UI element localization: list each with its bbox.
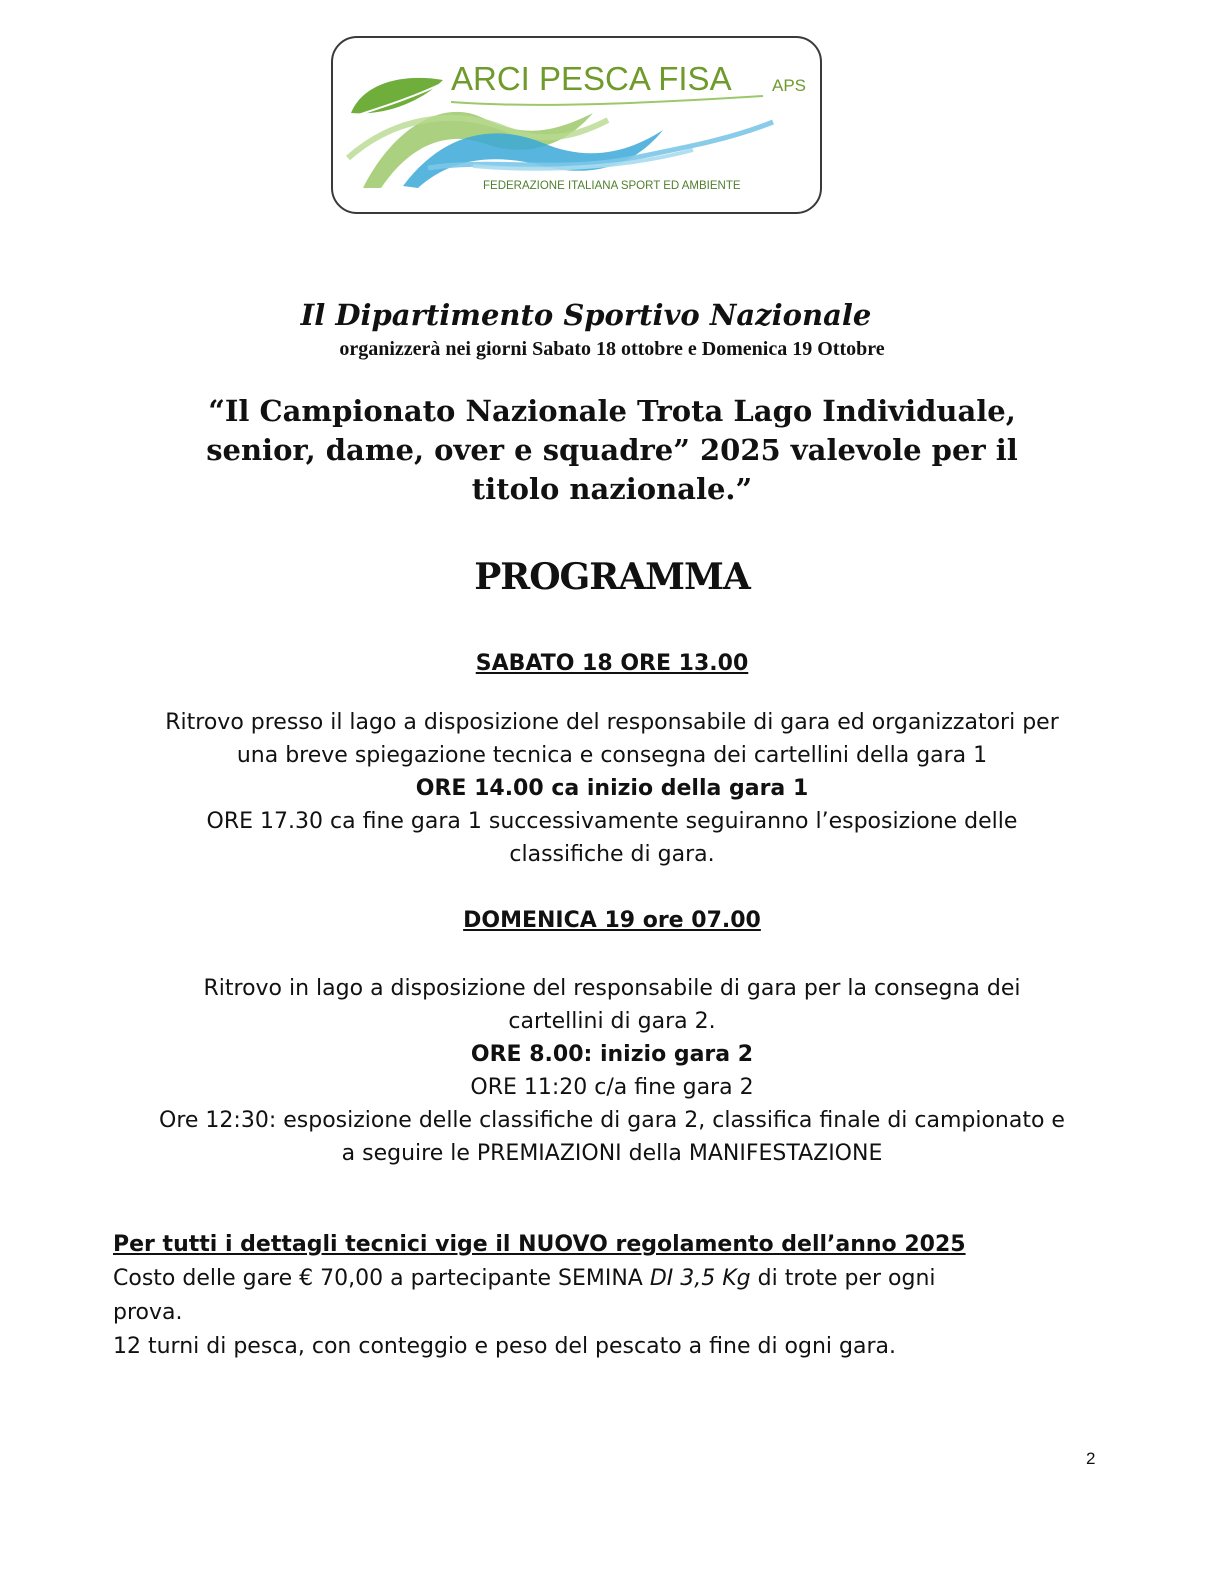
arci-pesca-logo [331, 36, 822, 214]
department-title: Il Dipartimento Sportivo Nazionale [300, 298, 872, 332]
schedule-line: ORE 11:20 c/a fine gara 2 [470, 1075, 754, 1100]
logo-title: ARCI PESCA FISA [451, 60, 732, 97]
logo-subtitle: FEDERAZIONE ITALIANA SPORT ED AMBIENTE [483, 180, 741, 192]
schedule-line-highlight: ORE 8.00: inizio gara 2 [470, 1042, 754, 1067]
championship-title-line: titolo nazionale.” [471, 472, 753, 506]
championship-title-line: “Il Campionato Nazionale Trota Lago Individuale, [208, 394, 1016, 428]
schedule-line: una breve spiegazione tecnica e consegna dei cartellini della gara 1 [236, 743, 988, 768]
schedule-line: Ore 12:30: esposizione delle classifiche di gara 2, classifica finale di campionato e [159, 1108, 1065, 1133]
schedule-line: Ritrovo in lago a disposizione del responsabile di gara per la consegna dei [203, 976, 1021, 1001]
turns-line: 12 turni di pesca, con conteggio e peso del pescato a fine di ogni gara. [113, 1334, 896, 1359]
championship-title [0, 392, 1224, 509]
cost-prefix: Costo delle gare € 70,00 a partecipante SEMINA [113, 1266, 650, 1291]
day2-schedule [0, 972, 1224, 1170]
cost-seeding-amount: DI 3,5 Kg [649, 1266, 751, 1291]
schedule-line: Ritrovo presso il lago a disposizione del responsabile di gara ed organizzatori per [165, 710, 1059, 735]
day2-heading: DOMENICA 19 ore 07.00 [463, 908, 761, 933]
technical-details [113, 1228, 1113, 1364]
schedule-line: classifiche di gara. [509, 842, 715, 867]
schedule-line: cartellini di gara 2. [508, 1009, 716, 1034]
cost-suffix: di trote per ogni [750, 1266, 936, 1291]
schedule-line-highlight: ORE 14.00 ca inizio della gara 1 [415, 776, 809, 801]
page-number: 2 [1086, 1449, 1096, 1468]
details-heading: Per tutti i dettagli tecnici vige il NUOVO regolamento dell’anno 2025 [113, 1232, 966, 1257]
cost-line [113, 1262, 1113, 1296]
logo-aps-suffix: APS [772, 76, 807, 95]
event-dates: organizzerà nei giorni Sabato 18 ottobre e Domenica 19 Ottobre [339, 338, 885, 360]
day1-schedule [0, 706, 1224, 871]
schedule-line: a seguire le PREMIAZIONI della MANIFESTAZIONE [341, 1141, 883, 1166]
cost-line-continued: prova. [113, 1300, 183, 1325]
programma-heading: PROGRAMMA [474, 556, 750, 598]
day1-heading: SABATO 18 ORE 13.00 [475, 651, 749, 676]
schedule-line: ORE 17.30 ca fine gara 1 successivamente seguiranno l’esposizione delle [206, 809, 1018, 834]
championship-title-line: senior, dame, over e squadre” 2025 valevole per il [206, 433, 1018, 467]
